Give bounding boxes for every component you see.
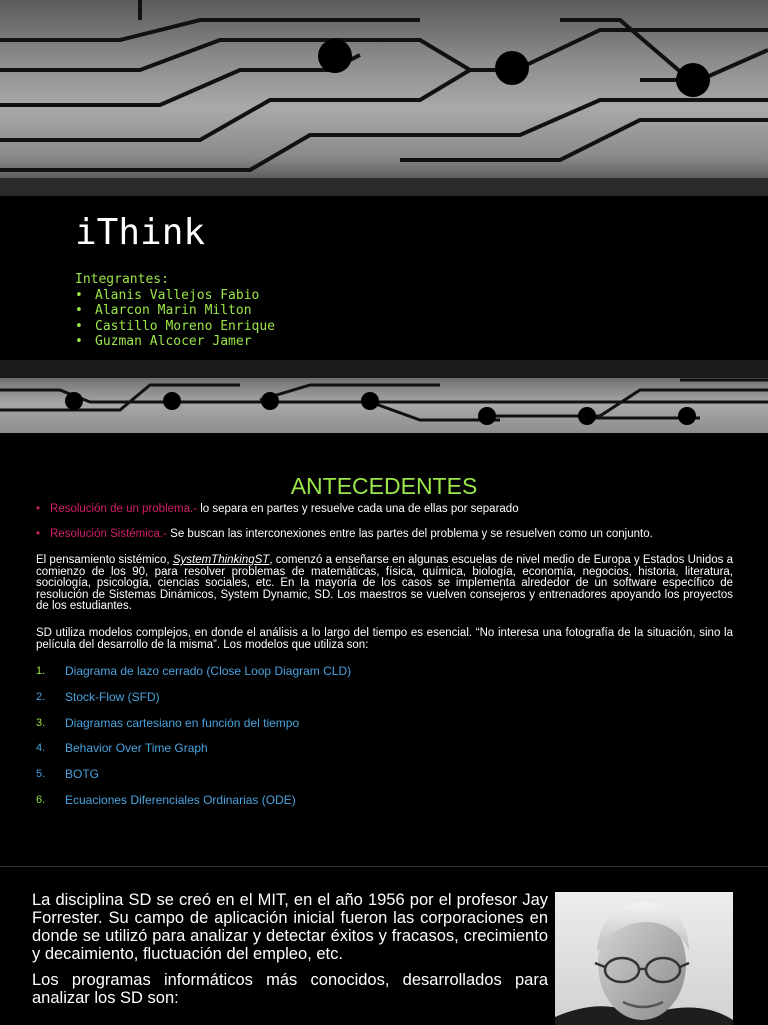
model-label: Diagrama de lazo cerrado (Close Loop Diagram CLD): [65, 664, 352, 678]
list-number: 1.: [36, 665, 46, 677]
models-list: [36, 664, 736, 819]
paragraph-text: , comenzó a enseñarse en algunas escuelas de nivel medio de Europa y Estados Unidos a comienzo de los 90, para resolver problemas de matemáticas, física, química, biología, economía, negocios, historia, literatura, sociología, psicología, ciencias sociales, etc. En la mayoría de los casos se implementa alrededor de un software específico de resolución de Sistemas Dinámicos, System Dynamic, SD. Los maestros se vuelven consejeros y entrenadores apoyando los proyectos de los estudiantes.: [36, 554, 733, 612]
paragraph-text: El pensamiento sistémico,: [36, 554, 173, 566]
presentation-title: iThink: [75, 212, 206, 253]
jay-forrester-portrait: [555, 892, 733, 1025]
model-item: [36, 767, 736, 793]
members-heading: Integrantes:: [75, 272, 169, 287]
system-thinking-link[interactable]: SystemThinkingST: [172, 554, 270, 566]
bullet-highlight: Resolución de un problema.-: [50, 503, 198, 515]
model-label: Ecuaciones Diferenciales Ordinarias (ODE): [65, 792, 296, 807]
bullet-item: [36, 503, 736, 515]
model-item: [36, 793, 736, 819]
member-item: • Alanis Vallejos Fabio: [75, 288, 275, 304]
list-number: 6.: [36, 793, 46, 806]
model-item: [36, 716, 736, 742]
bullet-text: lo separa en partes y resuelve cada una de ellas por separado: [197, 503, 519, 515]
paragraph-sd-models: SD utiliza modelos complejos, en donde el análisis a lo largo del tiempo es esencial. “No interesa una fotografía de la situación, sino la película del desarrollo de la misma”. Los modelos que utiliza son:: [36, 627, 733, 651]
definition-bullets: [36, 503, 736, 553]
model-item: [36, 690, 736, 716]
antecedentes-slide: [0, 433, 768, 865]
history-slide: [0, 866, 768, 1025]
circuit-board-banner-top: [0, 0, 768, 196]
bullet-item: [36, 528, 736, 540]
circuit-pattern-bottom: [0, 360, 768, 433]
model-item: [36, 741, 736, 767]
bullet-highlight: Resolución Sistémica.-: [50, 528, 167, 540]
circuit-board-banner-bottom: [0, 360, 768, 433]
software-paragraph: Los programas informáticos más conocidos, desarrollados para analizar los SD son:: [32, 971, 548, 1007]
section-heading: ANTECEDENTES: [290, 473, 478, 499]
circuit-pattern-top: [0, 0, 768, 196]
portrait-illustration: [555, 892, 733, 1025]
members-list: [75, 288, 275, 350]
history-paragraph: La disciplina SD se creó en el MIT, en el año 1956 por el profesor Jay Forrester. Su campo de aplicación inicial fueron las corporaciones en donde se utilizó para analizar y detectar éxitos y fracasos, crecimiento y decaimiento, fluctuación del empleo, etc.: [32, 891, 548, 963]
list-number: 4.: [36, 742, 46, 755]
paragraph-systems-thinking: [36, 555, 733, 613]
model-item: [36, 664, 736, 690]
list-number: 5.: [36, 768, 46, 781]
member-item: • Guzman Alcocer Jamer: [75, 334, 275, 350]
member-item: • Alarcon Marin Milton: [75, 303, 275, 319]
members-block: [75, 272, 275, 350]
list-number: 3.: [36, 716, 46, 729]
model-label: Behavior Over Time Graph: [65, 741, 208, 756]
list-number: 2.: [36, 690, 46, 703]
model-label: Stock-Flow (SFD): [65, 689, 160, 704]
bullet-text: Se buscan las interconexiones entre las partes del problema y se resuelven como un conjunto.: [166, 528, 653, 540]
model-label: Diagramas cartesiano en función del tiempo: [65, 715, 300, 730]
title-slide: [0, 0, 768, 433]
member-item: • Castillo Moreno Enrique: [75, 319, 275, 335]
history-text: [32, 891, 548, 1015]
model-label: BOTG: [65, 767, 100, 782]
